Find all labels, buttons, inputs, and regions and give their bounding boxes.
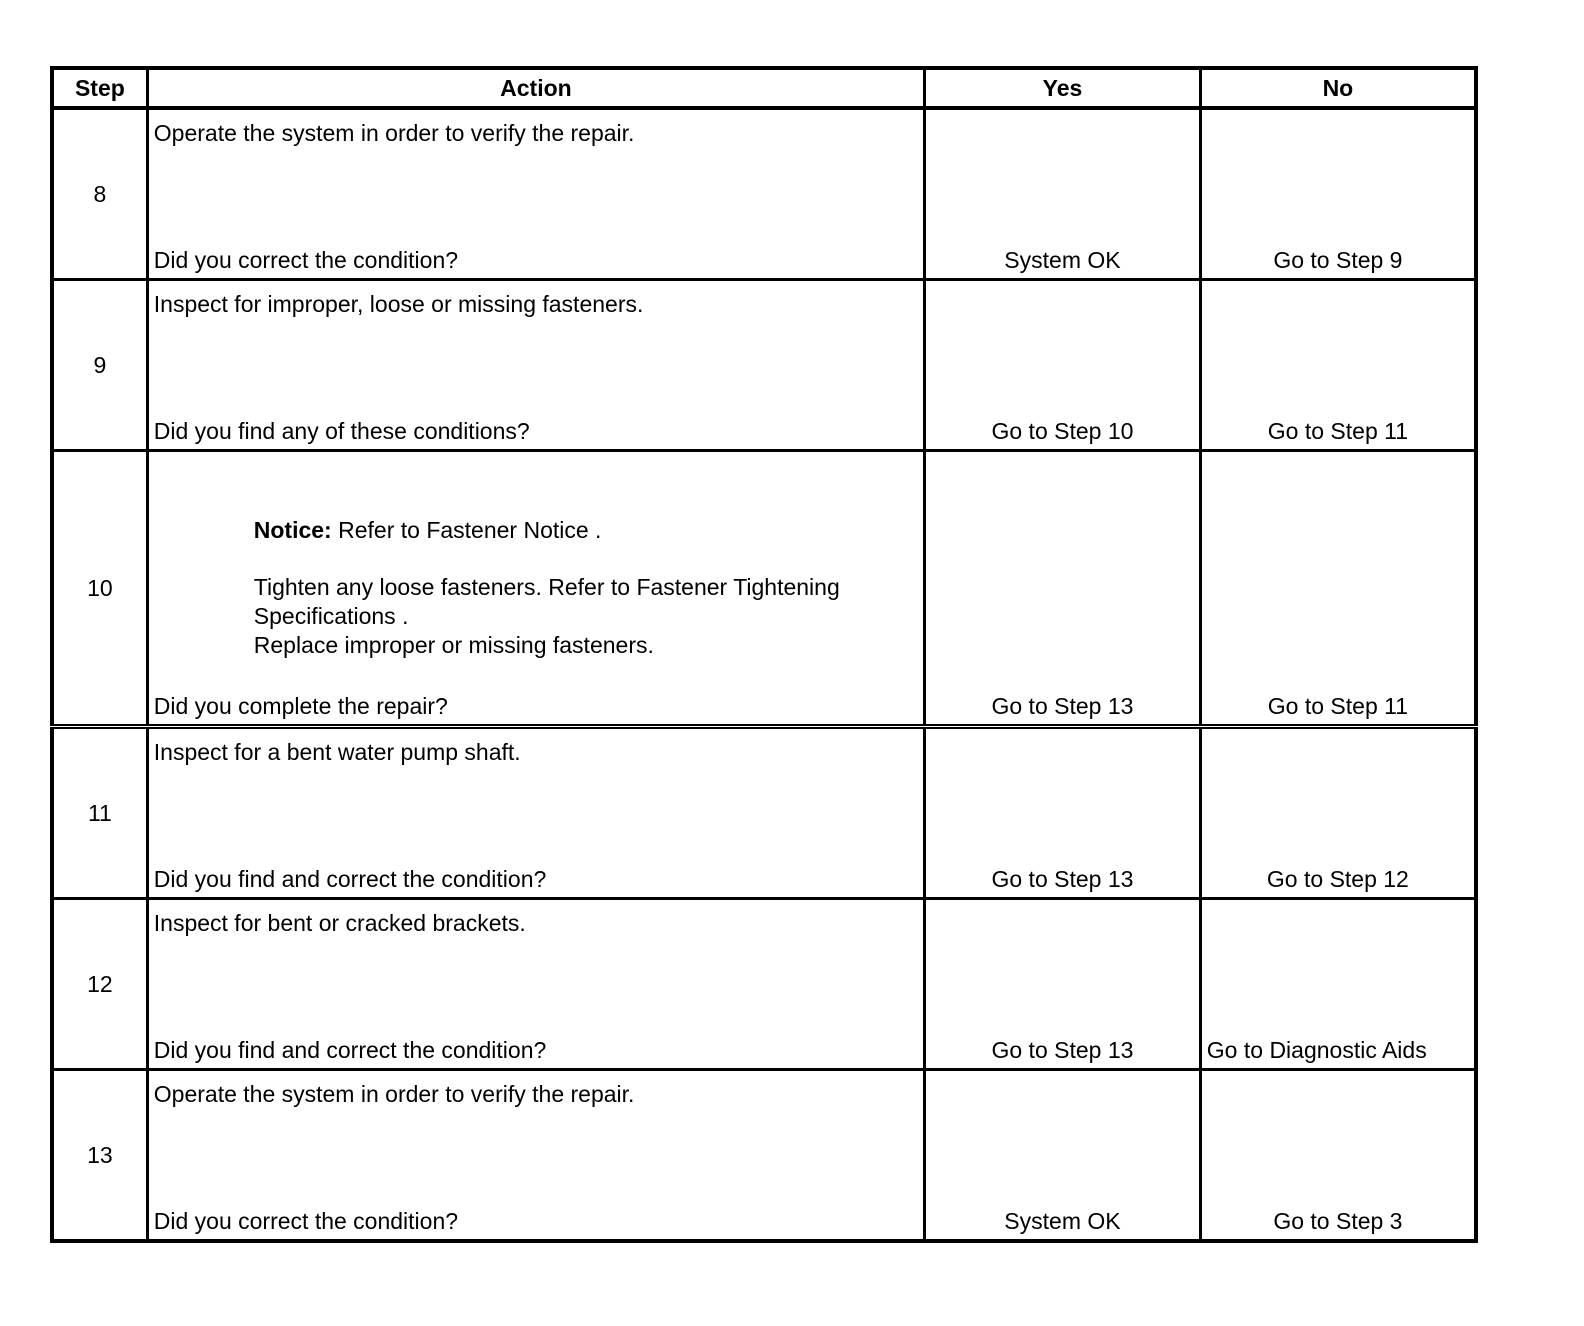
action-cell <box>147 280 924 451</box>
table-row <box>52 727 1476 899</box>
action-question: Did you find and correct the condition? <box>153 1037 547 1063</box>
action-question: Did you complete the repair? <box>153 693 448 719</box>
yes-cell <box>925 108 1201 280</box>
no-result: Go to Step 12 <box>1266 866 1409 892</box>
no-result: Go to Step 11 <box>1267 693 1409 719</box>
header-no: No <box>1200 68 1476 108</box>
action-question: Did you find any of these conditions? <box>153 418 530 444</box>
instruction-line: Specifications . <box>253 603 409 629</box>
table-header-row <box>52 68 1476 108</box>
no-result: Go to Step 3 <box>1273 1208 1403 1234</box>
no-cell <box>1200 280 1476 451</box>
step-number: 9 <box>52 280 147 451</box>
action-cell <box>147 899 924 1070</box>
yes-result: System OK <box>1004 247 1121 273</box>
yes-cell <box>925 899 1201 1070</box>
yes-result: Go to Step 13 <box>991 866 1134 892</box>
table-row <box>52 108 1476 280</box>
no-result: Go to Diagnostic Aids <box>1206 1037 1427 1063</box>
header-step: Step <box>52 68 147 108</box>
no-cell <box>1200 1070 1476 1242</box>
table-row <box>52 451 1476 727</box>
step-number: 12 <box>52 899 147 1070</box>
action-cell <box>147 108 924 280</box>
yes-cell <box>925 727 1201 899</box>
no-cell <box>1200 451 1476 727</box>
notice-block <box>254 516 840 660</box>
yes-result: Go to Step 10 <box>991 418 1134 444</box>
yes-cell <box>925 451 1201 727</box>
header-action: Action <box>147 68 924 108</box>
yes-cell <box>925 280 1201 451</box>
header-yes: Yes <box>925 68 1201 108</box>
notice-label: Notice: <box>253 517 332 543</box>
instruction-line: Tighten any loose fasteners. Refer to Fastener Tightening <box>253 574 840 600</box>
action-text: Inspect for bent or cracked brackets. <box>153 910 526 936</box>
table-row <box>52 899 1476 1070</box>
yes-cell <box>925 1070 1201 1242</box>
notice-line <box>254 516 840 545</box>
action-cell <box>147 1070 924 1242</box>
table-row <box>52 280 1476 451</box>
action-text: Inspect for improper, loose or missing fasteners. <box>153 291 644 317</box>
step-number: 8 <box>52 108 147 280</box>
action-cell <box>147 451 924 727</box>
action-text: Inspect for a bent water pump shaft. <box>153 739 521 765</box>
action-question: Did you find and correct the condition? <box>153 866 547 892</box>
yes-result: Go to Step 13 <box>991 1037 1134 1063</box>
action-cell <box>147 727 924 899</box>
no-result: Go to Step 11 <box>1267 418 1409 444</box>
instruction-line: Replace improper or missing fasteners. <box>253 632 654 658</box>
notice-text: Refer to Fastener Notice . <box>331 517 602 543</box>
no-cell <box>1200 727 1476 899</box>
yes-result: System OK <box>1004 1208 1121 1234</box>
action-text: Operate the system in order to verify the repair. <box>153 120 635 146</box>
no-cell <box>1200 108 1476 280</box>
step-number: 11 <box>52 727 147 899</box>
diagnostic-table <box>50 66 1478 1243</box>
action-text: Operate the system in order to verify the repair. <box>153 1081 635 1107</box>
action-question: Did you correct the condition? <box>153 247 459 273</box>
action-question: Did you correct the condition? <box>153 1208 459 1234</box>
step-number: 13 <box>52 1070 147 1242</box>
no-result: Go to Step 9 <box>1273 247 1403 273</box>
table-row <box>52 1070 1476 1242</box>
no-cell <box>1200 899 1476 1070</box>
yes-result: Go to Step 13 <box>991 693 1134 719</box>
step-number: 10 <box>52 451 147 727</box>
